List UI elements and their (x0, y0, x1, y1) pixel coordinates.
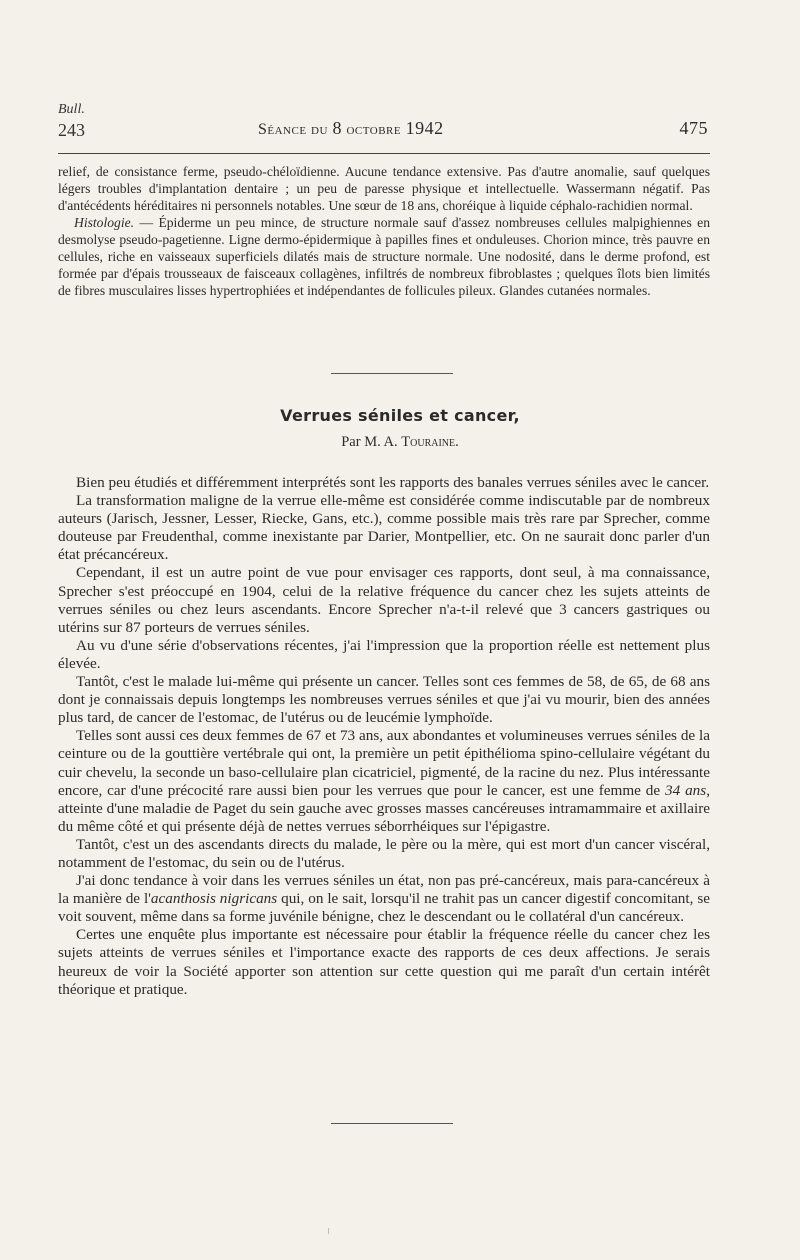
para8-text-b: qui, on le sait, lorsqu'il ne trahit pas un cancer digestif concomitant, se voit souvent, même dans sa forme juvénile bénigne, chez le descendant ou le collatéral d'un cancéreux. (58, 890, 710, 926)
body-paragraph-2: La transformation maligne de la verrue elle-même est considérée comme indiscutable par de nombreux auteurs (Jarisch, Jessner, Lesser, Riecke, Gans, etc.), comme possible mais très rare par Sprecher, comme douteuse par Freudenthal, comme inexistante par Darier, Montpellier, etc. On ne saurait donc parler d'un état précancéreux. (58, 492, 710, 564)
previous-article-tail (58, 163, 710, 299)
para6-italic: 34 ans (665, 781, 707, 799)
paper-mark (328, 1228, 329, 1234)
byline-author: Touraine. (401, 434, 459, 450)
header-rule (58, 153, 710, 154)
article-title: Verrues séniles et cancer, (280, 406, 520, 425)
article-byline (0, 434, 800, 451)
para8-italic: acanthosis nigricans (150, 890, 278, 908)
previous-paragraph-1: relief, de consistance ferme, pseudo-chéloïdienne. Aucune tendance extensive. Pas d'autre anomalie, sauf quelques légers troubles d'implantation dentaire ; un peu de paresse physique et intellectuelle. Wassermann négatif. Pas d'antécédents héréditaires ni personnels notables. Une sœur de 18 ans, choréique à liquide céphalo-rachidien normal. (58, 164, 710, 213)
para6-text-a: Telles sont aussi ces deux femmes de 67 et 73 ans, aux abondantes et volumineuses verrues séniles de la ceinture ou de la gouttière vertébrale qui ont, la première un petit épithélioma spino-cellulaire végétant du cuir chevelu, la seconde un baso-cellulaire plan cicatriciel, pigmenté, de la racine du nez. Plus intéressante encore, car d'une précocité rare aussi bien pour les verrues que pour le cancer, est une femme de (58, 727, 710, 799)
body-paragraph-5: Tantôt, c'est le malade lui-même qui présente un cancer. Telles sont ces femmes de 58, de 65, de 68 ans dont je connaissais depuis longtemps les nombreuses verrues séniles et que j'ai vu mourir, bien des années plus tard, de cancer de l'estomac, de l'utérus ou de leucémie lymphoïde. (58, 673, 710, 727)
stamp-line-number: 243 (58, 120, 85, 140)
para8-text-a: J'ai donc tendance à voir dans les verrues séniles un état, non pas pré-cancéreux, mais para-cancéreux à la manière de l' (58, 872, 710, 908)
byline-prefix: Par M. A. (341, 434, 402, 450)
running-head (58, 116, 708, 144)
body-paragraph-7: Tantôt, c'est un des ascendants directs du malade, le père ou la mère, qui est mort d'un cancer viscéral, notamment de l'estomac, du sein ou de l'utérus. (58, 835, 710, 871)
running-title-prefix: Séance du (258, 121, 328, 138)
body-paragraph-3: Cependant, il est un autre point de vue pour envisager ces rapports, dont seul, à ma connaissance, Sprecher s'est préoccupé en 1904, celui de la relative fréquence du cancer chez les sujets atteints de verrues séniles ou chez leurs ascendants. Encore Sprecher n'a-t-il relevé que 3 cancers gastriques ou utérins sur 87 porteurs de verrues séniles. (58, 564, 710, 636)
histologie-text: — Épiderme un peu mince, de structure normale sauf d'assez nombreuses cellules malpighiennes en desmolyse pseudo-pagetienne. Ligne dermo-épidermique à papilles fines et onduleuses. Chorion mince, très pauvre en cellules, riche en vaisseaux superficiels dilatés mais de structure normale. Une nodosité, dans le derme profond, est formée par d'épais trousseaux de faisceaux collagènes, infiltrés de nombreux fibroblastes ; quelques îlots bien limités de fibres musculaires lisses hypertrophiées et indépendantes de follicules pileux. Glandes cutanées normales. (58, 215, 710, 298)
running-title-year: 1942 (405, 118, 444, 138)
previous-paragraph-2 (58, 214, 710, 299)
body-paragraph-1: Bien peu étudiés et différemment interprétés sont les rapports des banales verrues séniles avec le cancer. (76, 474, 710, 491)
end-divider (331, 1123, 453, 1124)
body-paragraph-9: Certes une enquête plus importante est nécessaire pour établir la fréquence réelle du cancer chez les sujets atteints de verrues séniles et l'importance exacte des rapports de ces deux affections. Je serais heureux de voir la Société apporter son attention sur cette question qui me paraît d'un certain intérêt théorique et pratique. (58, 926, 710, 998)
histologie-label: Histologie. (74, 215, 135, 230)
body-paragraph-6 (58, 727, 710, 836)
para6-text-b: , atteinte d'une maladie de Paget du sein gauche avec grosses masses cancéreuses intramammaire et axillaire du même côté et qui présente déjà de nettes verrues séborrhéiques sur l'épigastre. (58, 781, 710, 835)
body-paragraph-8 (58, 872, 710, 926)
body-paragraph-4: Au vu d'une série d'observations récentes, j'ai l'impression que la proportion réelle est nettement plus élevée. (58, 636, 710, 672)
running-title-day: 8 (332, 118, 342, 138)
stamp-line-bull: Bull. (58, 102, 85, 117)
running-title (258, 118, 444, 139)
page-number: 475 (679, 118, 708, 138)
section-divider (331, 373, 453, 374)
running-title-month: octobre (346, 121, 402, 138)
article-body (58, 474, 710, 999)
